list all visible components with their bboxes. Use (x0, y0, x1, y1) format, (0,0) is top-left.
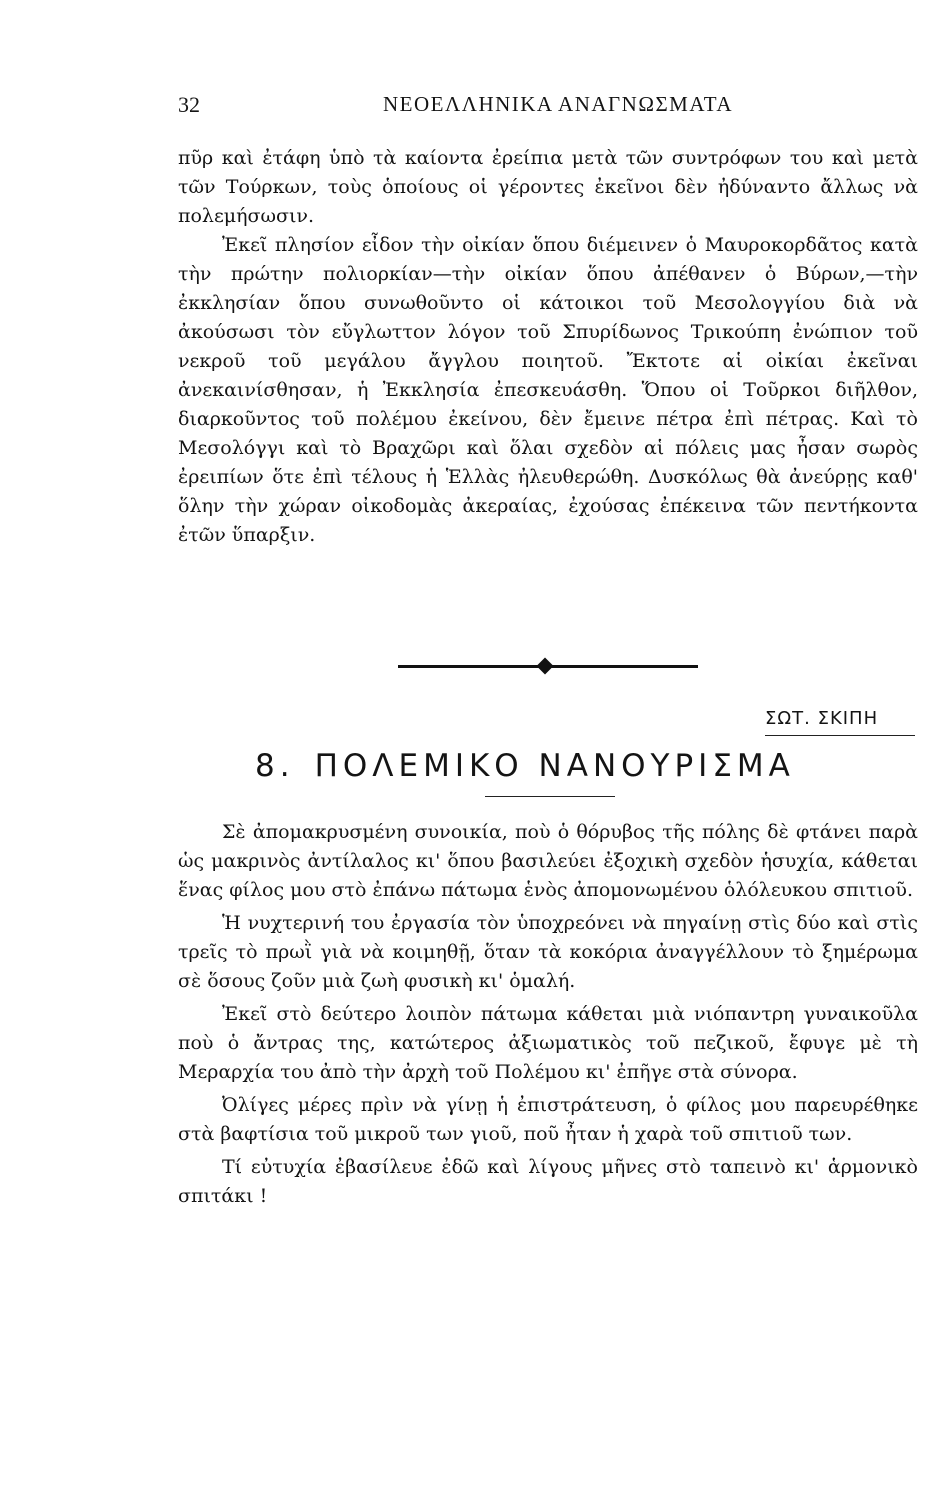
paragraph: Ἡ νυχτερινή του ἐργασία τὸν ὑποχρεόνει νὰ πηγαίνῃ στὶς δύο καὶ στὶς τρεῖς τὸ πρωῒ γιὰ νὰ κοιμηθῇ, ὅταν τὰ κοκόρια ἀναγγέλλουν τὸ ξημέρωμα σὲ ὅσους ζοῦν μιὰ ζωὴ φυσικὴ κι' ὁμαλή. (178, 912, 918, 992)
page-number: 32 (178, 92, 200, 117)
chapter-number: 8. (255, 748, 295, 784)
paragraph: Ὀλίγες μέρες πρὶν νὰ γίνῃ ἡ ἐπιστράτευση, ὁ φίλος μου παρευρέθηκε στὰ βαφτίσια τοῦ μικροῦ των γιοῦ, ποῦ ἦταν ἡ χαρὰ τοῦ σπιτιοῦ των. (178, 1094, 918, 1145)
chapter-body (178, 818, 918, 1211)
author-underline (765, 735, 915, 736)
chapter-title-rule (485, 796, 615, 797)
chapter-heading (255, 748, 795, 784)
author-name: ΣΩΤ. ΣΚΙΠΗ (765, 708, 879, 729)
paragraph: Ἐκεῖ στὸ δεύτερο λοιπὸν πάτωμα κάθεται μιὰ νιόπαντρη γυναικοῦλα ποὺ ὁ ἄντρας της, κατώτερος ἀξιωματικὸς τοῦ πεζικοῦ, ἔφυγε μὲ τὴ Μεραρχία του ἀπὸ τὴν ἀρχὴ τοῦ Πολέμου κι' ἐπῆγε στὰ σύνορα. (178, 1003, 918, 1083)
paragraph: Τί εὐτυχία ἐβασίλευε ἐδῶ καὶ λίγους μῆνες στὸ ταπεινὸ κι' ἁρμονικὸ σπιτάκι ! (178, 1156, 918, 1207)
paragraph: Σὲ ἀπομακρυσμένη συνοικία, ποὺ ὁ θόρυβος τῆς πόλης δὲ φτάνει παρὰ ὡς μακρινὸς ἀντίλαλος κι' ὅπου βασιλεύει ἐξοχικὴ σχεδὸν ἡσυχία, κάθεται ἕνας φίλος μου στὸ ἐπάνω πάτωμα ἑνὸς ἀπομονωμένου ὁλόλευκου σπιτιοῦ. (178, 821, 918, 901)
section-divider-ornament (537, 658, 554, 675)
previous-chapter-ending (178, 144, 918, 550)
chapter-title: ΠΟΛΕΜΙΚΟ ΝΑΝΟΥΡΙΣΜΑ (314, 748, 795, 784)
paragraph: πῦρ καὶ ἐτάφη ὑπὸ τὰ καίοντα ἐρείπια μετὰ τῶν συντρόφων του καὶ μετὰ τῶν Τούρκων, τοὺς ὁποίους οἱ γέροντες ἐκεῖνοι δὲν ἠδύναντο ἄλλως νὰ πολεμήσωσιν. (178, 147, 918, 227)
page-header (178, 92, 918, 122)
paragraph: Ἐκεῖ πλησίον εἶδον τὴν οἰκίαν ὅπου διέμεινεν ὁ Μαυροκορδᾶτος κατὰ τὴν πρώτην πολιορκίαν—τὴν οἰκίαν ὅπου ἀπέθανεν ὁ Βύρων,—τὴν ἐκκλησίαν ὅπου συνωθοῦντο οἱ κάτοικοι τοῦ Μεσολογγίου διὰ νὰ ἀκούσωσι τὸν εὔγλωττον λόγον τοῦ Σπυρίδωνος Τρικούπη ἐνώπιον τοῦ νεκροῦ τοῦ μεγάλου ἄγγλου ποιητοῦ. Ἔκτοτε αἱ οἰκίαι ἐκεῖναι ἀνεκαινίσθησαν, ἡ Ἐκκλησία ἐπεσκευάσθη. Ὅπου οἱ Τοῦρκοι διῆλθον, διαρκοῦντος τοῦ πολέμου ἐκείνου, δὲν ἔμεινε πέτρα ἐπὶ πέτρας. Καὶ τὸ Μεσολόγγι καὶ τὸ Βραχῶρι καὶ ὅλαι σχεδὸν αἱ πόλεις μας ἦσαν σωρὸς ἐρειπίων ὅτε ἐπὶ τέλους ἡ Ἑλλὰς ἠλευθερώθη. Δυσκόλως θὰ ἀνεύρῃς καθ' ὅλην τὴν χώραν οἰκοδομὰς ἀκεραίας, ἐχούσας ἐπέκεινα τῶν πεντήκοντα ἐτῶν ὕπαρξιν. (178, 234, 918, 546)
running-title: ΝΕΟΕΛΛΗΝΙΚΑ ΑΝΑΓΝΩΣΜΑΤΑ (383, 92, 734, 116)
